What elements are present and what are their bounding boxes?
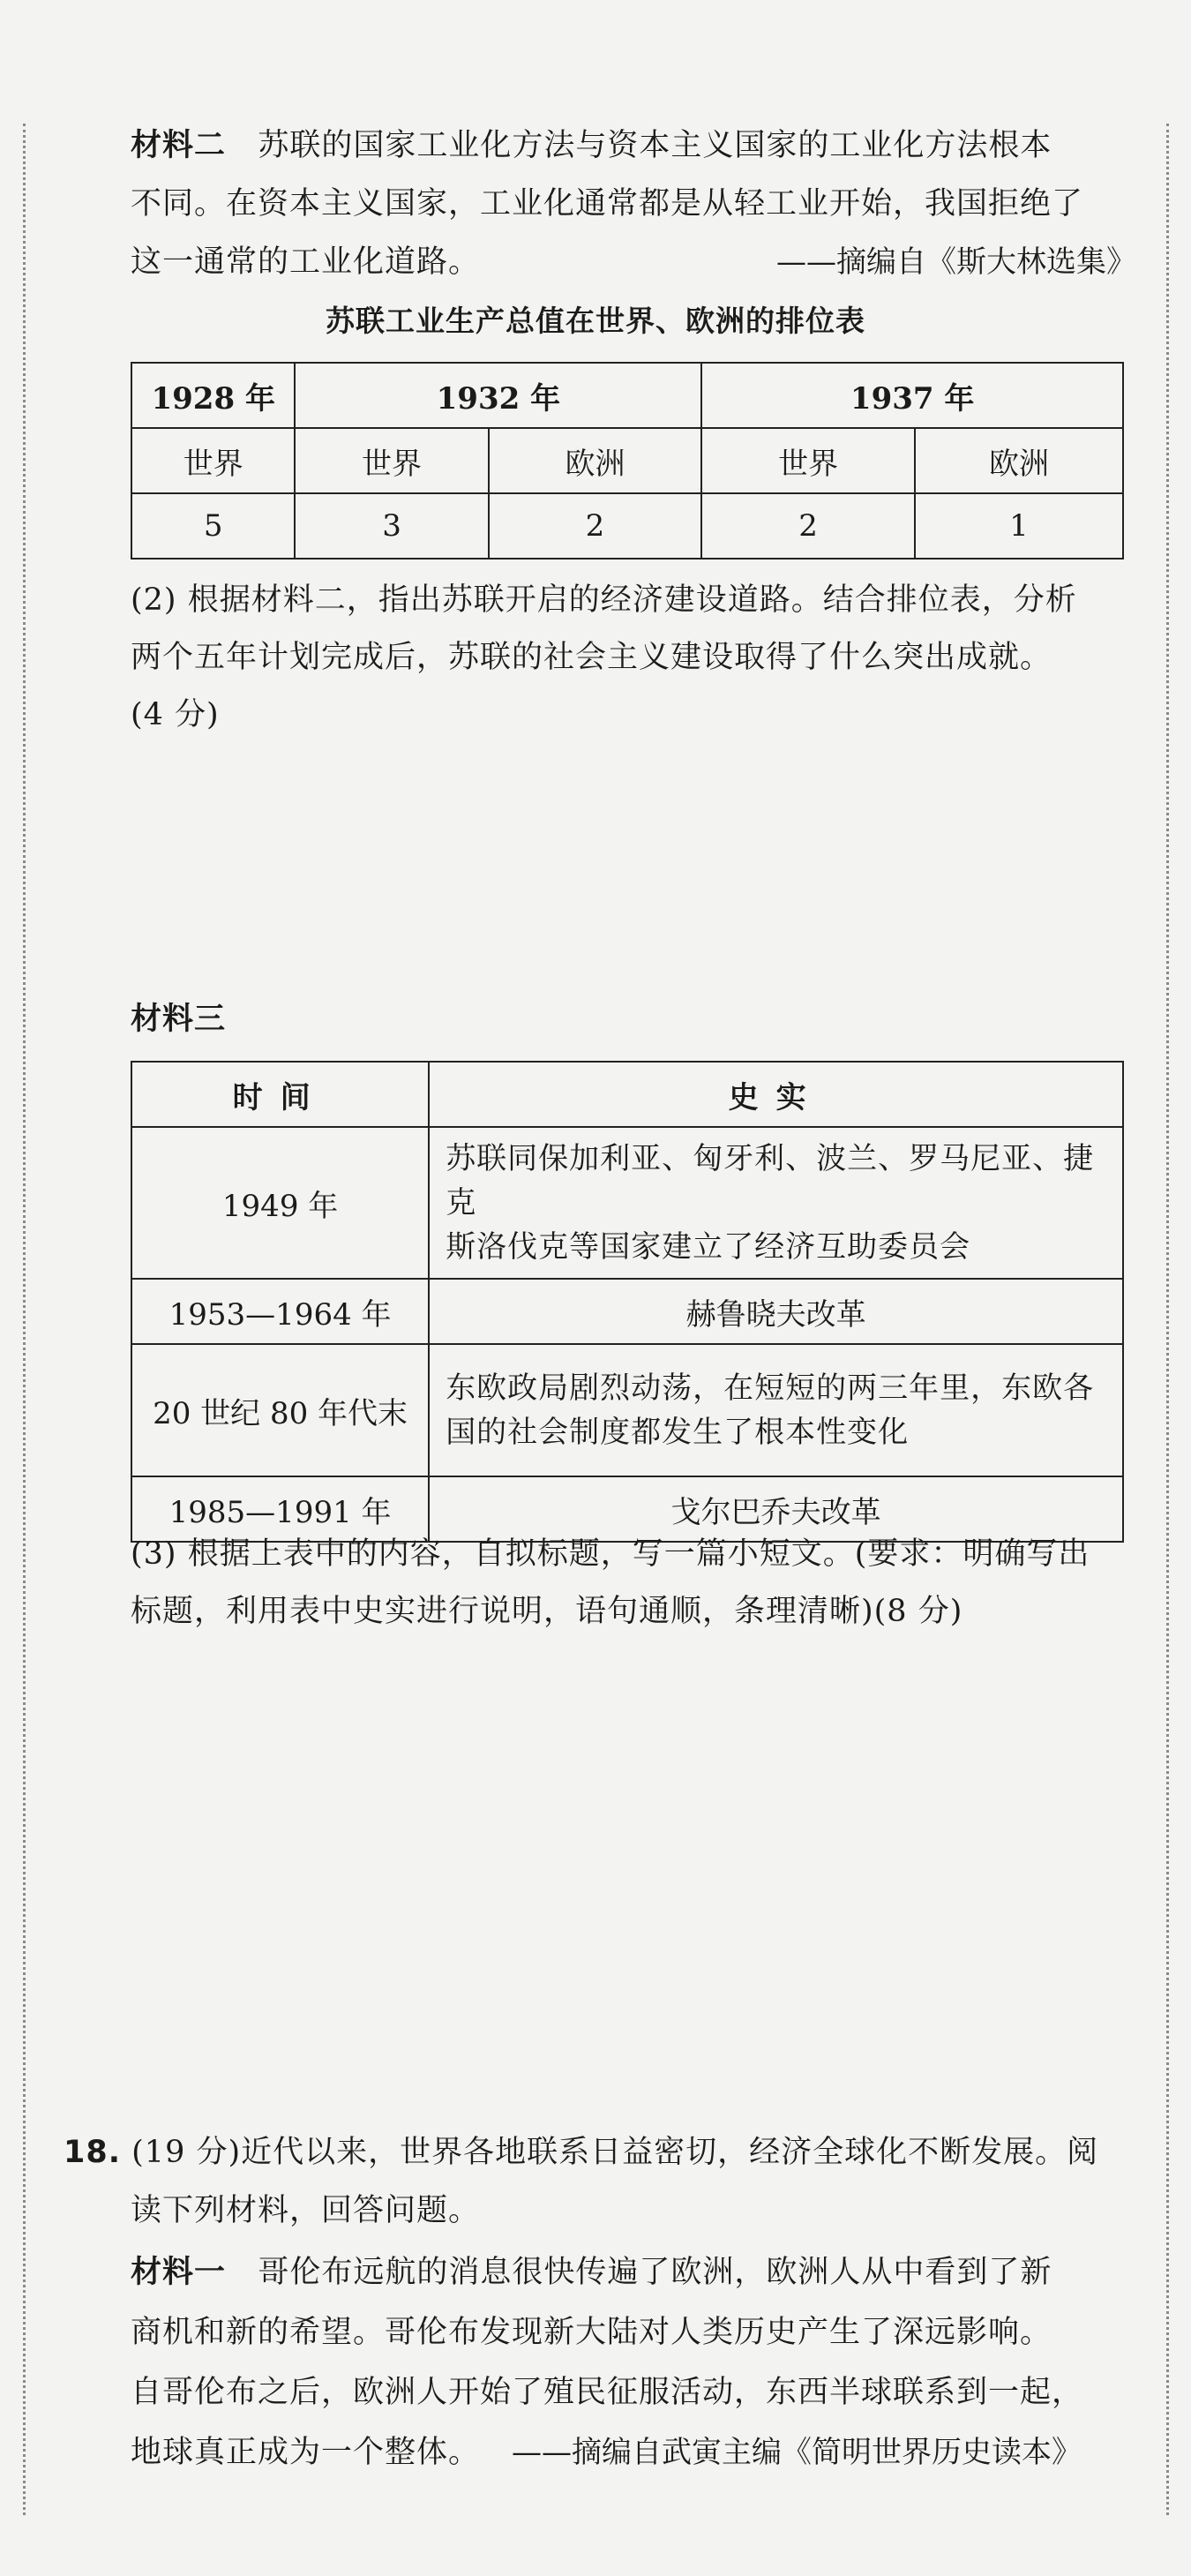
table1-year-row xyxy=(131,363,1123,428)
binding-line-right xyxy=(1166,124,1169,2515)
table1-title: 苏联工业生产总值在世界、欧洲的排位表 xyxy=(326,304,865,338)
table1-value: 2 xyxy=(701,493,915,559)
table2-fact xyxy=(429,1344,1123,1476)
material2-line3: 这一通常的工业化道路。 xyxy=(131,244,481,280)
q18-material1-line3: 自哥伦布之后，欧洲人开始了殖民征服活动，东西半球联系到一起， xyxy=(131,2375,1084,2410)
table2-fact-line: 国的社会制度都发生了根本性变化 xyxy=(446,1415,910,1450)
material3-label: 材料三 xyxy=(131,1002,227,1037)
table2-time: 1953—1964 年 xyxy=(131,1279,429,1344)
material2-line2: 不同。在资本主义国家，工业化通常都是从轻工业开始，我国拒绝了 xyxy=(131,186,1084,222)
q18-material1-text1: 哥伦布远航的消息很快传遍了欧洲，欧洲人从中看到了新 xyxy=(258,2255,1052,2290)
table1-year-1928: 1928 年 xyxy=(131,363,295,428)
question18-text1: (19 分)近代以来，世界各地联系日益密切，经济全球化不断发展。阅 xyxy=(131,2135,1099,2170)
ranking-table xyxy=(131,362,1124,560)
table1-value: 3 xyxy=(295,493,488,559)
table-row xyxy=(131,1279,1123,1344)
table2-time: 1985—1991 年 xyxy=(131,1476,429,1542)
question3-line2: 标题，利用表中史实进行说明，语句通顺，条理清晰)(8 分) xyxy=(131,1594,963,1629)
question2-line1: (2) 根据材料二，指出苏联开启的经济建设道路。结合排位表，分析 xyxy=(131,582,1077,618)
question3-line1: (3) 根据上表中的内容，自拟标题，写一篇小短文。(要求：明确写出 xyxy=(131,1536,1090,1572)
table1-year-1937: 1937 年 xyxy=(701,363,1123,428)
material2-line1 xyxy=(131,124,1052,168)
q18-material1-line1 xyxy=(131,2250,1052,2294)
table1-value: 1 xyxy=(915,493,1123,559)
table1-subheader: 欧洲 xyxy=(915,428,1123,493)
binding-line-left xyxy=(23,124,26,2515)
table-row xyxy=(131,1344,1123,1476)
table1-value: 5 xyxy=(131,493,295,559)
table2-header-fact: 史实 xyxy=(429,1062,1123,1127)
table1-year-1932: 1932 年 xyxy=(295,363,701,428)
table2-fact-line: 东欧政局剧烈动荡，在短短的两三年里，东欧各 xyxy=(446,1371,1095,1406)
q18-material1-label: 材料一 xyxy=(131,2255,227,2290)
question18-line1 xyxy=(64,2130,1098,2174)
table2-header-time: 时间 xyxy=(131,1062,429,1127)
q18-material1-line2: 商机和新的希望。哥伦布发现新大陆对人类历史产生了深远影响。 xyxy=(131,2315,1052,2350)
table2-fact xyxy=(429,1127,1123,1279)
table1-subheader: 欧洲 xyxy=(489,428,702,493)
table1-subheader: 世界 xyxy=(295,428,488,493)
history-facts-table xyxy=(131,1061,1124,1543)
table1-subheader: 世界 xyxy=(701,428,915,493)
question2-line3: (4 分) xyxy=(131,697,220,732)
material2-text1: 苏联的国家工业化方法与资本主义国家的工业化方法根本 xyxy=(258,128,1052,163)
table1-subheader-row xyxy=(131,428,1123,493)
table2-time: 20 世纪 80 年代末 xyxy=(131,1344,429,1476)
table1-value: 2 xyxy=(489,493,702,559)
table1-value-row xyxy=(131,493,1123,559)
table-row xyxy=(131,1127,1123,1279)
question2-line2: 两个五年计划完成后，苏联的社会主义建设取得了什么突出成就。 xyxy=(131,640,1052,675)
question18-line2: 读下列材料，回答问题。 xyxy=(131,2193,481,2228)
table2-fact: 赫鲁晓夫改革 xyxy=(429,1279,1123,1344)
table2-header-row xyxy=(131,1062,1123,1127)
material2-source: ——摘编自《斯大林选集》 xyxy=(776,244,1136,280)
table2-fact-line: 斯洛伐克等国家建立了经济互助委员会 xyxy=(446,1229,971,1265)
material2-label: 材料二 xyxy=(131,128,227,163)
q18-material1-source: ——摘编自武寅主编《简明世界历史读本》 xyxy=(512,2435,1082,2470)
q18-material1-line4: 地球真正成为一个整体。 xyxy=(131,2435,481,2470)
table2-time: 1949 年 xyxy=(131,1127,429,1279)
table2-fact-line: 苏联同保加利亚、匈牙利、波兰、罗马尼亚、捷克 xyxy=(446,1141,1095,1220)
table1-subheader: 世界 xyxy=(131,428,295,493)
question18-number: 18. xyxy=(64,2135,122,2170)
table2-fact: 戈尔巴乔夫改革 xyxy=(429,1476,1123,1542)
